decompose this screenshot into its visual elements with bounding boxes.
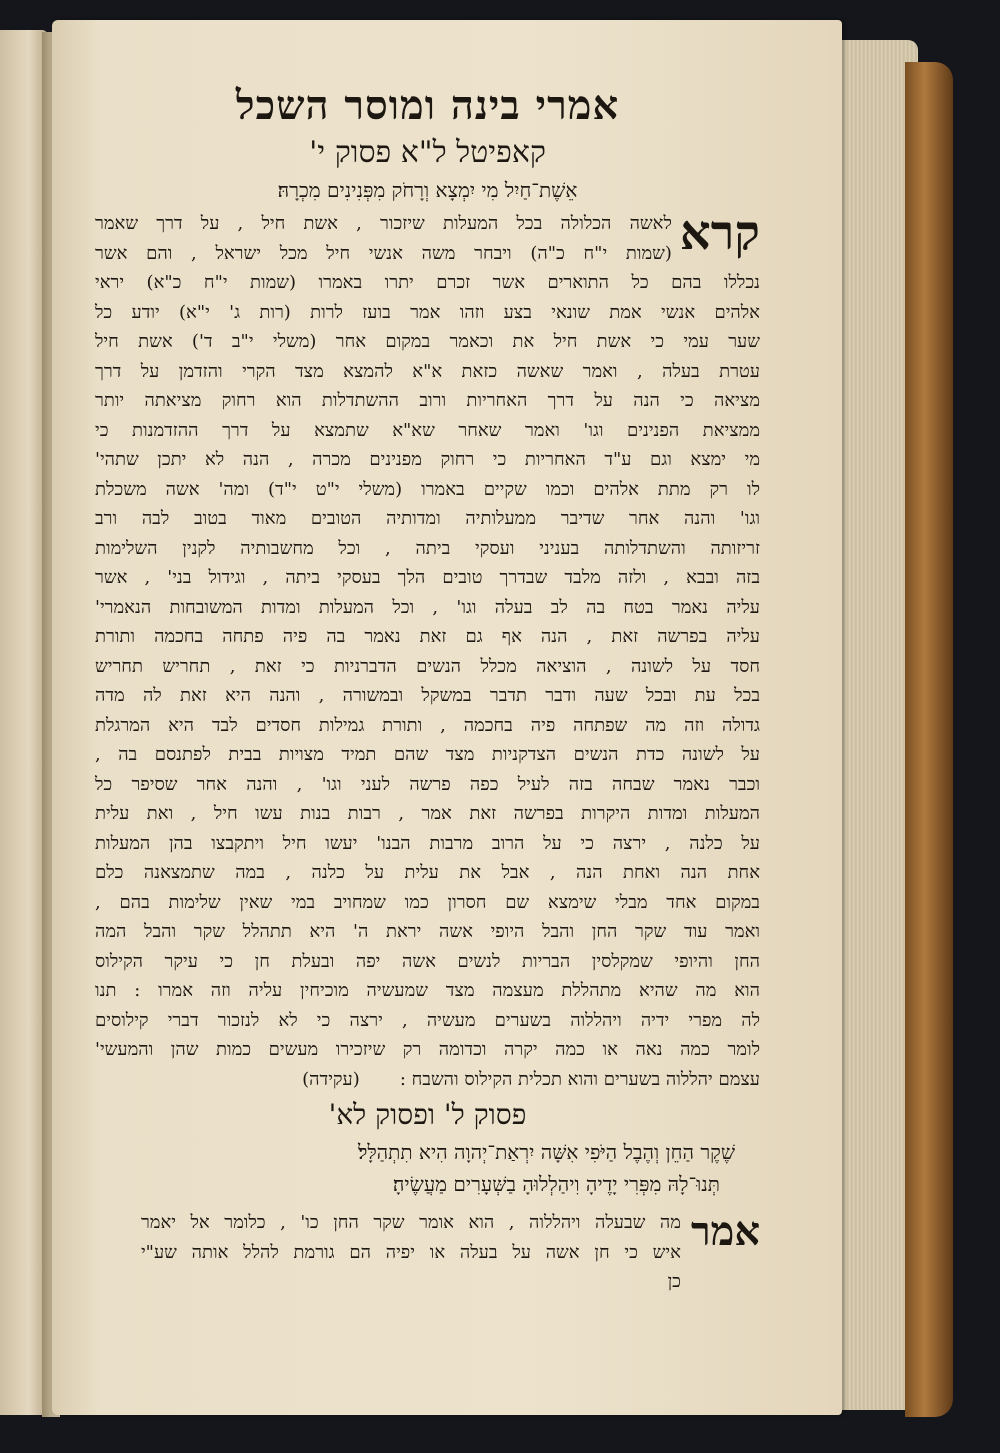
commentary-body <box>95 268 760 1094</box>
commentary-line: המעלות ומדות היקרות בפרשה זאת אמר , רבות בנות עשו חיל , ואת עלית <box>95 803 760 824</box>
commentary-line: עליה נאמר בטח בה לב בעלה וגו' , וכל המעלות ומדות המשובחות הנאמרי' <box>95 596 760 618</box>
commentary-line: עטרת בעלה , ואמר שאשה כזאת א"א להמצא מצד הקרי והזדמן על דרך <box>95 360 760 382</box>
commentary-line: הוא מה שהיא מתהללת מעצמה מצד שמעשיה מוכיחין עליה וזה אמרו : תנו <box>95 980 760 1001</box>
commentary-line: על לשונה כדת הנשים הצדקניות מצד שהם תמיד מצויות בבית לפתנסם בה , <box>95 744 760 765</box>
commentary-line: החן והיופי שמקלסין הבריות לנשים אשה יפה ובעלת חן כי עיקר הקילוס <box>95 950 760 972</box>
chapter-heading: קאפיטל ל"א פסוק י' <box>309 135 546 170</box>
commentary-line: אחת הנה ואחת הנה , אבל את עלית על כלנה , במה שתמצאנה כלם <box>95 862 760 883</box>
commentary-line: על כלנה , ירצה כי על הרוב מרבות הבנו' יעשו חיל ויתקבצו בהן המעלות <box>95 832 760 854</box>
commentary-line: זריזותה והשתדלותה בעניני ועסקי ביתה , וכל מחשבותיה לקנין השלימות <box>95 537 760 559</box>
final-line: כן <box>667 1271 681 1292</box>
verse-30: שֶׁקֶר הַחֵן וְהֶבֶל הַיֹּפִי אִשָּׁה יִרְאַת־יְהוָה הִיא תִתְהַלָּל׃ <box>357 1140 735 1164</box>
commentary-line: עליה בפרשה זאת , הנה אף גם זאת נאמר בה פיה פתחה בחכמה ותורת <box>95 626 760 647</box>
commentary-line: לה מפרי ידיה ויהללוה בשערים מעשיה , ירצה כי לא לנזכור דברי קילוסים <box>95 1009 760 1031</box>
commentary-line: נכללו בהם כל התוארים אשר זכרם יתרו באמרו (שמות י"ח כ"א) יראי <box>95 272 760 293</box>
commentary-line: אלהים אנשי אמת שונאי בצע וזהו אמר בועז לרות (רות ג' י"א) יודע כל <box>95 301 760 323</box>
final-line: איש כי חן אשה על בעלה או יפיה הם גורמת להלל אותה שע"י <box>140 1241 681 1263</box>
commentary-line: וכבר נאמר שבחה בזה לעיל כפה פרשה לעני וגו' , והנה אחר שסיפר כל <box>95 773 760 795</box>
closing-line <box>95 1065 760 1095</box>
commentary-line: (שמות י"ח כ"ה) ויבחר משה אנשי חיל מכל ישראל , והם אשר <box>95 242 672 264</box>
commentary-line: חסד על לשונה , הוציאה מכלל הנשים הדברניות כי זאת , תחריש תחריש <box>95 655 760 677</box>
commentary-line: לו רק מתת אלהים וכמו שקיים באמרו (משלי י"ט י"ד) ומה' אשה משכלת <box>95 478 760 500</box>
closing-text: עצמם יהללוה בשערים והוא תכלית הקילוס והשבח : <box>399 1068 760 1090</box>
commentary-line: ממציאת הפנינים וגו' ואמר שאחר שא"א שתמצא על דרך ההזדמנות כי <box>95 419 760 441</box>
page-text <box>95 82 760 1297</box>
commentary-line: מי ימצא וגם ע"ד האחריות כי רחוק מפנינים מכרה , הנה לא יתכן שתהי' <box>95 449 760 470</box>
commentary-line: בזה ובבא , ולזה מלבד שבדרך טובים הלך בעסקי ביתה , וגידול בני' , אשר <box>95 567 760 588</box>
commentary-line: לומר כמה נאה או כמה יקרה וכדומה רק שיזכירו מעשים כמות שהן והמעשי' <box>95 1039 760 1060</box>
final-line: מה שבעלה ויהללוה , הוא אומר שקר החן כו' , כלומר אל יאמר <box>140 1212 681 1233</box>
verse-31: תְּנוּ־לָהּ מִפְּרִי יָדֶיהָ וִיהַלְלוּהָ בַשְּׁעָרִים מַעֲשֶׂיהָ׃ <box>392 1172 720 1196</box>
commentary-line: גדולה וזה מה שפתחה פיה בחכמה , ותורת גמילות חסדים לבד היא המרגלת <box>95 714 760 736</box>
subheading-verses-30-31: פסוק ל' ופסוק לא' <box>328 1098 527 1131</box>
verse-10: אֵשֶׁת־חַיִל מִי יִמְצָא וְרָחֹק מִפְּנִינִים מִכְרָהּ׃ <box>277 178 578 202</box>
commentary-line: מציאה כי הנה על דרך האחריות ורוב ההשתדלות הוא רחוק מציאתה יותר <box>95 390 760 411</box>
commentary-line: שער עמי כי אשת חיל את וכאמר במקום אחר (משלי י"ב ד') אשת חיל <box>95 331 760 352</box>
commentary-line: בכל עת ובכל שעה ודבר תדבר במשקל ובמשורה , והנה היא זאת לה מדה <box>95 685 760 706</box>
source-note: (עקידה) <box>302 1068 360 1090</box>
commentary-opening <box>95 205 760 268</box>
drop-word-2: אמר <box>690 1208 760 1255</box>
commentary-line: ואמר עוד שקר החן והבל היופי אשה יראת ה' היא תתהלל שקר והבל המה <box>95 921 760 942</box>
book-cover-edge <box>905 62 953 1417</box>
commentary-line: במקום אחד מבלי שימצא שם חסרון כמו שמחויב במי שאין שלימות בהם , <box>95 891 760 913</box>
commentary-line: לאשה הכלולה בכל המעלות שיזכור , אשת חיל , על דרך שאמר <box>95 213 672 234</box>
commentary-line: וגו' והנה אחר שדיבר ממעלותיה ומדותיה הטובים מאוד בטוב לבה ורב <box>95 508 760 529</box>
drop-word: קרא <box>679 205 760 261</box>
final-commentary <box>95 1208 760 1297</box>
page-title: אמרי בינה ומוסר השכל <box>235 82 620 129</box>
left-page-edge <box>0 30 48 1415</box>
